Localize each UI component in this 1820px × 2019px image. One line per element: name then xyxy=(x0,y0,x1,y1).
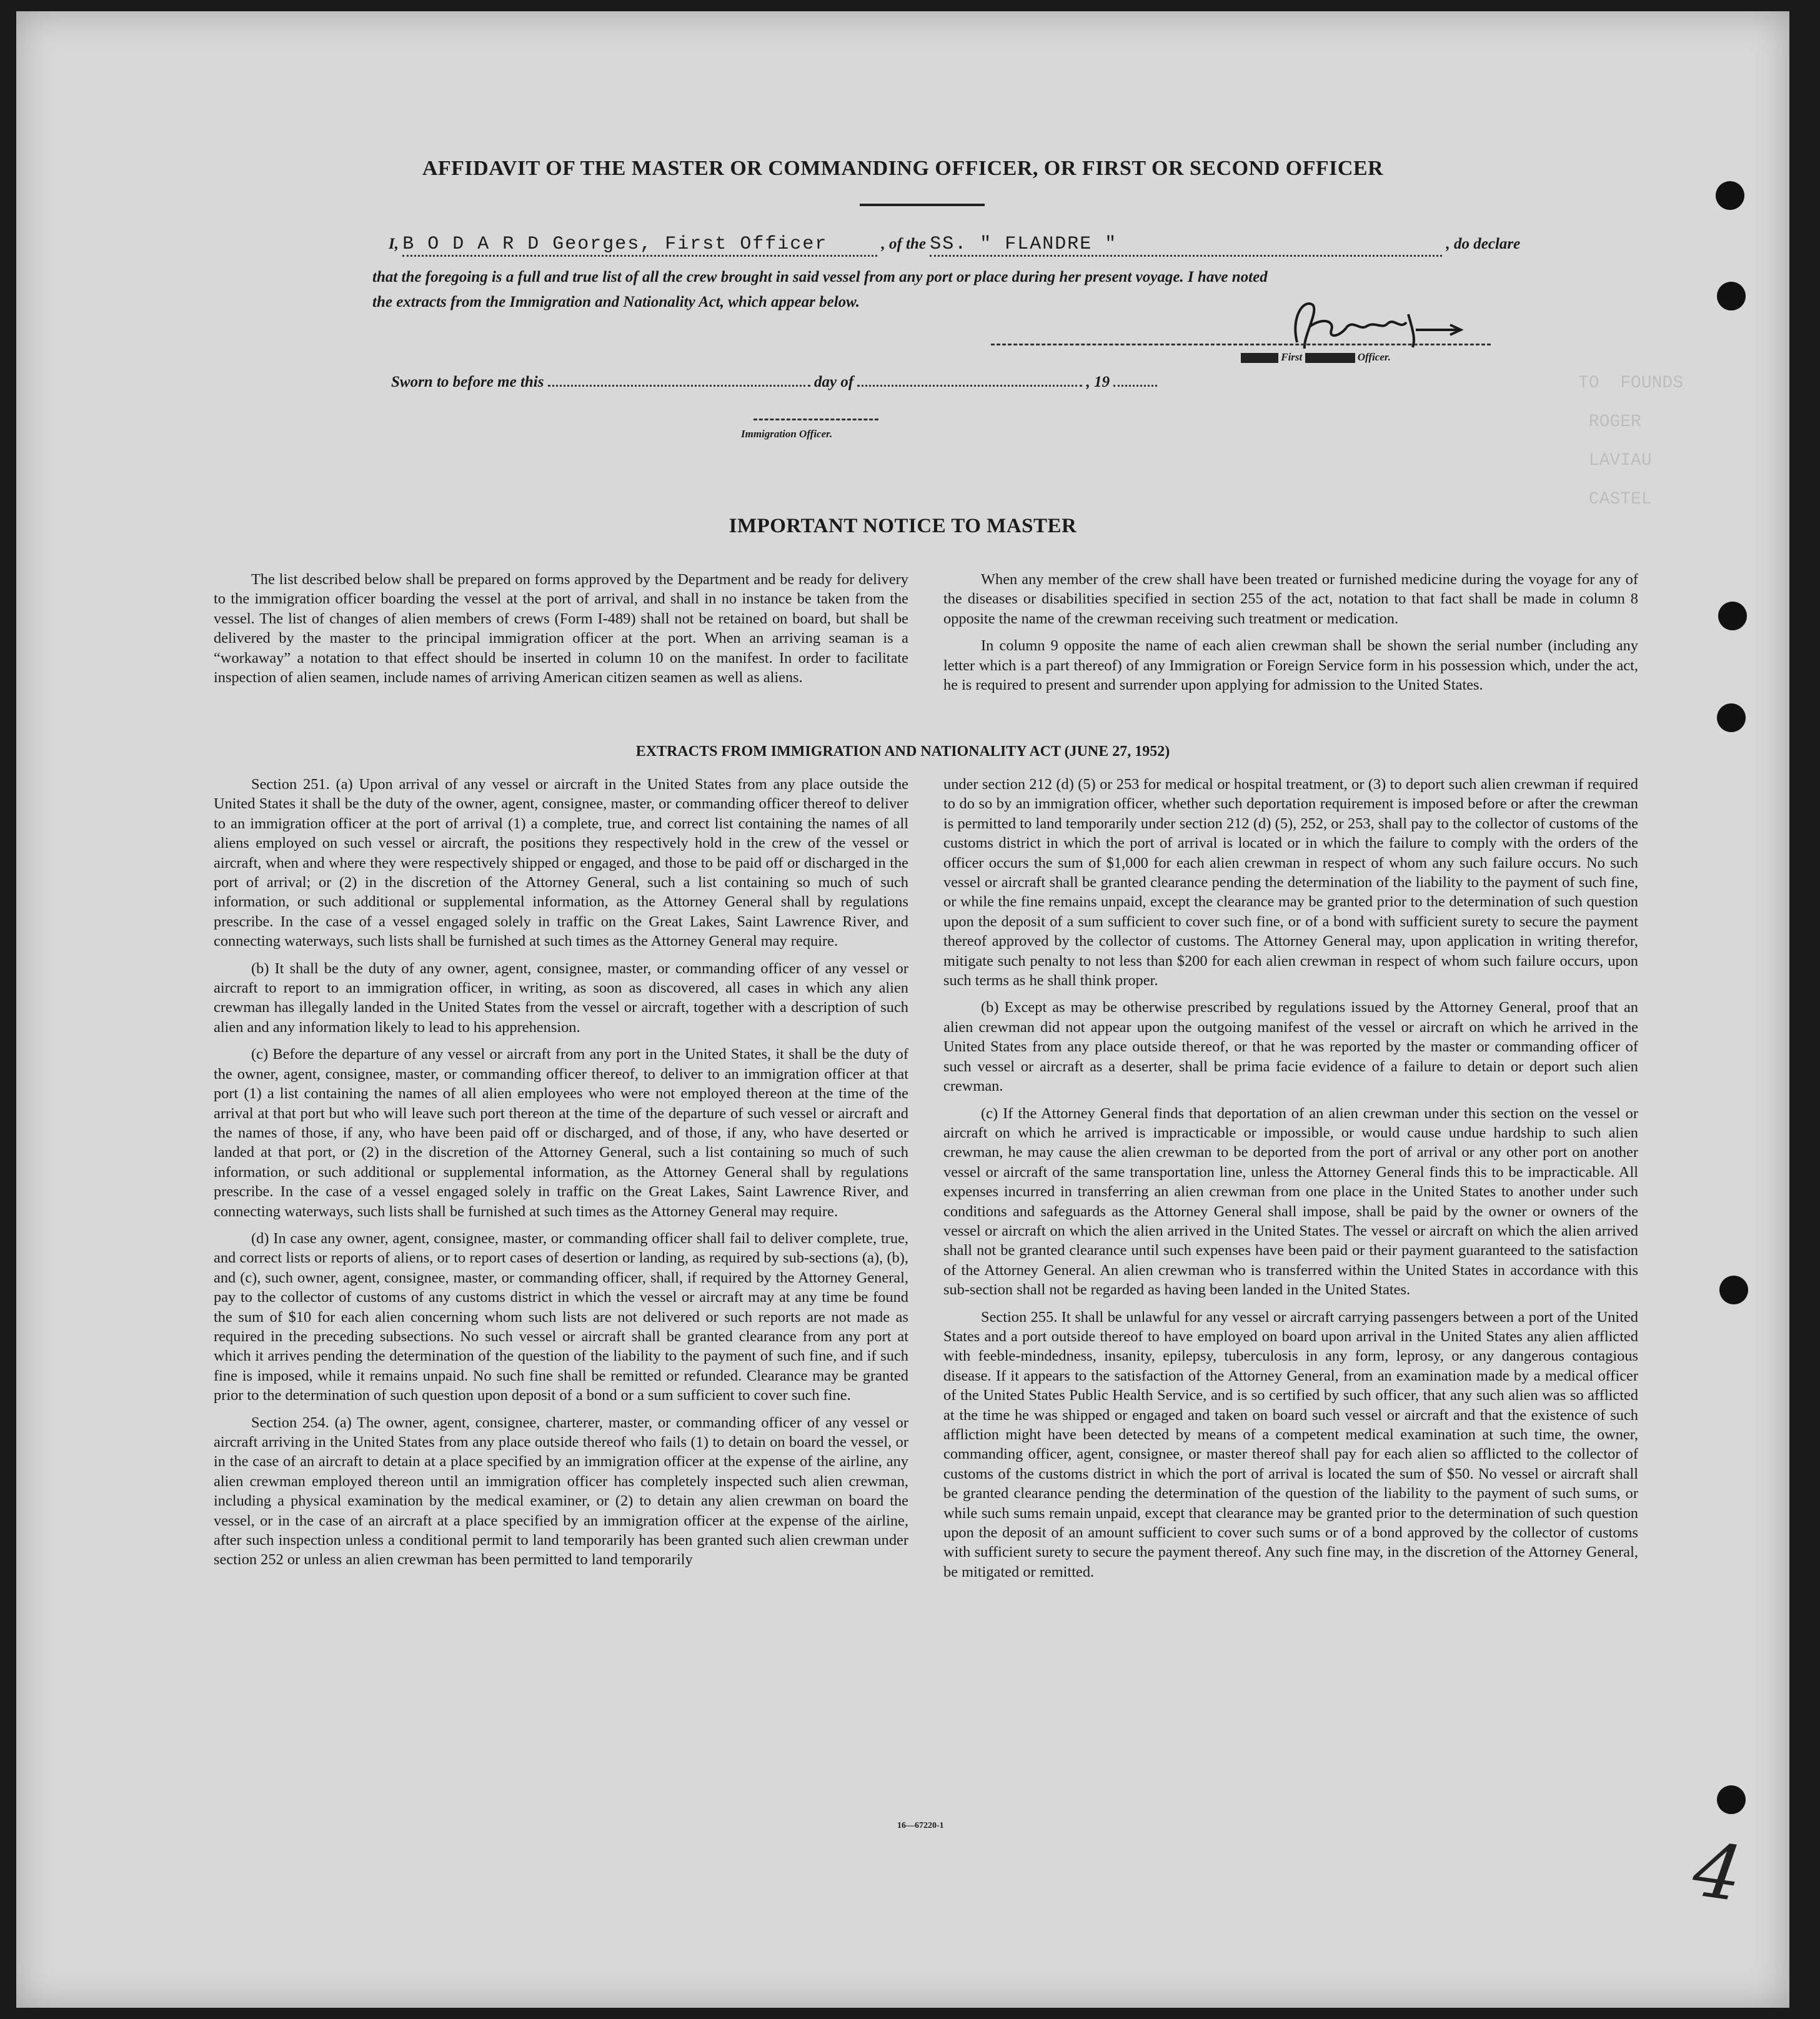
signature-caption-first: First xyxy=(1281,351,1303,363)
notice-left xyxy=(214,570,908,695)
extracts-right-column xyxy=(943,775,1638,1589)
declarant-name: B O D A R D Georges, First Officer xyxy=(402,234,828,255)
punch-hole xyxy=(1717,1785,1746,1814)
notice-left-paragraph: The list described below shall be prepared on forms approved by the Department and be ready for delivery to the immigration officer boarding the vessel at the port of arrival, and shall in no instance be taken from the vessel. The list of changes of alien members of crews (Form I-489) shall not be retained on board, but shall be delivered by the master to the principal immigration officer at the port. When an arriving seaman is a “workaway” a notation to that effect should be inserted in column 10 on the manifest. In order to facilitate inspection of alien seamen, include names of arriving American citizen seamen as well as aliens. xyxy=(214,571,908,687)
notice-right xyxy=(943,570,1638,702)
declarant-name-field xyxy=(402,234,877,257)
section-251-a: Section 251. (a) Upon arrival of any vessel or aircraft in the United States from any place outside the United States it shall be the duty of the owner, agent, consignee, master, or commanding officer thereof to deliver to an immigration officer at the port of arrival (1) a complete, true, and correct list containing the names of all aliens employed on such vessel or aircraft, the positions they respectively hold in the crew of the vessel or aircraft, when and where they were respectively shipped or engaged, and those to be paid off or discharged in the port of arrival; or (2) in the discretion of the Attorney General, such a list containing so much of such information, or such additional or supplemental information, as the Attorney General shall by regulations prescribe. In the case of a vessel engaged solely in traffic on the Great Lakes, Saint Lawrence River, and connecting waterways, such lists shall be furnished at such times as the Attorney General may require. xyxy=(214,776,908,950)
signature-caption xyxy=(1241,351,1391,364)
vessel-field xyxy=(930,234,1442,257)
vessel-name: SS. " FLANDRE " xyxy=(930,234,1118,255)
signature-caption-officer: Officer. xyxy=(1357,351,1391,363)
punch-hole xyxy=(1717,282,1746,310)
section-255: Section 255. It shall be unlawful for any vessel or aircraft carrying passengers between a port of the United States and a port outside thereof to have employed on board upon arrival in the United States any alien afflicted with feeble-mindedness, insanity, epilepsy, tuberculosis in any form, leprosy, or any dangerous contagious disease. If it appears to the satisfaction of the Attorney General, from an examination made by a medical officer of the United States Public Health Service, and is so certified by such officer, that any such alien was so afflicted at the time he was shipped or engaged and taken on board such vessel or aircraft and that the existence of such affliction might have been detected by means of a competent medical examination at such time, the owner, commanding officer, agent, consignee, or master thereof shall pay for each alien so afflicted to the collector of customs of the customs district in which the port of arrival is located the sum of $50. No vessel or aircraft shall be granted clearance pending the determination of the question of the liability to the payment of such sums, or while such sums remain unpaid, except that clearance may be granted prior to the determination of such question upon the deposit of an amount sufficient to cover such sums or of a bond approved by the collector of customs with sufficient surety to secure the payment thereof. Any such fine may, in the discretion of the Attorney General, be mitigated or remitted. xyxy=(943,1308,1638,1580)
declaration-of-the: , of the xyxy=(881,236,927,252)
immigration-officer-label: Immigration Officer. xyxy=(741,428,833,440)
extracts-heading: EXTRACTS FROM IMMIGRATION AND NATIONALITY ACT (JUNE 27, 1952) xyxy=(635,743,1170,760)
day-of-label: day of xyxy=(813,374,854,390)
immigration-officer-line xyxy=(753,419,878,420)
section-251-d: (d) In case any owner, agent, consignee, master, or commanding officer shall fail to deliver complete, true, and correct lists or reports of aliens, or to report cases of desertion or landing, as required by sub-sections (a), (b), and (c), such owner, agent, consignee, master, or commanding officer, shall, if required by the Attorney General, pay to the collector of customs of any customs district in which the vessel or aircraft may at any time be found the sum of $10 for each alien concerning whom such lists are not delivered or such reports are not made as required in the preceding subsections. No such vessel or aircraft shall be granted clearance from any port at which it arrives pending the determination of the question of the liability to the payment of such fine, and if such fine is imposed, while it remains unpaid. No such fine shall be remitted or refunded. Clearance may be granted prior to the determination of such question upon deposit of a bond or a sum sufficient to cover such fine. xyxy=(214,1229,908,1404)
sworn-line xyxy=(391,374,1203,391)
handwritten-page-number: 4 xyxy=(1688,1826,1748,1919)
extracts-left-column xyxy=(214,775,908,1577)
section-251-b: (b) It shall be the duty of any owner, agent, consignee, master, or commanding officer of any vessel or aircraft to report to an immigration officer, in writing, as soon as discovered, all cases in which any alien crewman has illegally landed in the United States from the vessel or aircraft, together with a description of such alien and any information likely to lead to his apprehension. xyxy=(214,960,908,1036)
section-254-b: (b) Except as may be otherwise prescribed by regulations issued by the Attorney General, proof that an alien crewman did not appear upon the outgoing manifest of the vessel or aircraft on which he arrived in the United States from any place outside thereof, or that he was reported by the master or commanding officer of such vessel or aircraft as a deserter, shall be prima facie evidence of a failure to detain or deport such alien crewman. xyxy=(943,999,1638,1095)
signature-line xyxy=(991,344,1491,345)
section-254-a: Section 254. (a) The owner, agent, consignee, charterer, master, or commanding officer of any vessel or aircraft arriving in the United States from any place outside thereof who fails (1) to detain on board the vessel, or in the case of an aircraft to detain at a place specified by an immigration officer at the expense of the airline, any alien crewman employed thereon until an immigration officer has completely inspected such alien crewman, including a physical examination by the medical examiner, or (2) to detain any alien crewman on board the vessel, or in the case of an aircraft at a place specified by an immigration officer at the expense of the airline, after such inspection unless a conditional permit to land temporarily has been granted such alien crewman under section 252 or unless an alien crewman has been permitted to land temporarily xyxy=(214,1414,908,1569)
punch-hole xyxy=(1716,181,1744,210)
section-254-a-continued: under section 212 (d) (5) or 253 for medical or hospital treatment, or (3) to deport such alien crewman if required to do so by an immigration officer, whether such deportation requirement is imposed before or after the crewman is permitted to land temporarily under section 212 (d) (5), 252, or 253, shall pay to the collector of customs of the customs district in which the port of arrival is located or in which the failure to comply with the orders of the officer occurs the sum of $1,000 for each alien crewman in respect of whom any such failure occurs. No such vessel or aircraft shall be granted clearance pending the determination of the liability to the payment of such fine, or while the fine remains unpaid, except the clearance may be granted prior to the determination of such question upon the deposit of a sum sufficient to cover such fine, or of a bond with sufficient surety to secure the payment thereof approved by the collector of customs. The Attorney General may, upon application in writing therefor, mitigate such penalty to not less than $200 for each alien crewman in respect of whom such failure occurs, upon such terms as he shall think proper. xyxy=(943,776,1638,990)
year-label: , 19 xyxy=(1086,374,1110,390)
document-page xyxy=(16,11,1789,2008)
declaration-line-3: the extracts from the Immigration and Nationality Act, which appear below. xyxy=(372,294,860,310)
punch-hole xyxy=(1719,1276,1748,1304)
punch-hole xyxy=(1717,703,1746,732)
declaration-line-1 xyxy=(389,234,1551,257)
declaration-i: I, xyxy=(389,236,399,252)
form-code: 16—67220-1 xyxy=(897,1821,944,1830)
punch-hole xyxy=(1718,602,1747,630)
page-title: AFFIDAVIT OF THE MASTER OR COMMANDING OFFICER, OR FIRST OR SECOND OFFICER xyxy=(422,157,1384,180)
notice-right-paragraph-2: In column 9 opposite the name of each alien crewman shall be shown the serial number (including any letter which is a part thereof) of any Immigration or Foreign Service form in his possession which, under the act, he is required to present and surrender upon applying for admission to the United States. xyxy=(943,637,1638,694)
declaration-line-2: that the foregoing is a full and true list of all the crew brought in said vessel from any port or place during her present voyage. I have noted xyxy=(372,269,1268,285)
section-251-c: (c) Before the departure of any vessel or aircraft from any port in the United States, it shall be the duty of the owner, agent, consignee, master, or commanding officer thereof, to deliver to an immigration officer at that port (1) a list containing the names of all alien employees who were not employed thereon at the time of the arrival at that port but who will leave such port thereon at the time of the departure of such vessel or aircraft and the names of those, if any, who have been paid off or discharged, and of those, if any, who have deserted or landed at that port, or (2) in the discretion of the Attorney General, such a list containing so much of such information, or such additional or supplemental information, as the Attorney General shall by regulations prescribe. In the case of a vessel engaged solely in traffic on the Great Lakes, Saint Lawrence River, and connecting waterways, such lists shall be furnished at such times as the Attorney General may require. xyxy=(214,1046,908,1220)
notice-right-paragraph-1: When any member of the crew shall have been treated or furnished medicine during the voyage for any of the diseases or disabilities specified in section 255 of the act, notation to that fact shall be made in column 8 opposite the name of the crewman receiving such treatment or medication. xyxy=(943,571,1638,627)
title-underline xyxy=(860,204,985,206)
sworn-label: Sworn to before me this xyxy=(391,374,544,390)
bleed-through-text: TO FOUNDS ROGER LAVIAU CASTEL xyxy=(1578,374,1684,509)
section-254-c: (c) If the Attorney General finds that deportation of an alien crewman under this section on the vessel or aircraft on which he arrived is impracticable or impossible, or would cause undue hardship to such alien crewman, he may cause the alien crewman to be deported from the port of arrival or any other port on another vessel or aircraft of the same transportation line, unless the Attorney General finds this to be impracticable. All expenses incurred in transferring an alien crewman from one place in the United States to another under such conditions and safeguards as the Attorney General shall impose, shall be paid by the owner or owners of the vessel or aircraft on which the alien arrived in the United States. The vessel or aircraft on which the alien arrived shall not be granted clearance until such expenses have been paid or their payment guaranteed to the satisfaction of the Attorney General. An alien crewman who is transferred within the United States in accordance with this sub-section shall not be regarded as having been landed in the United States. xyxy=(943,1104,1638,1299)
notice-heading: IMPORTANT NOTICE TO MASTER xyxy=(728,515,1077,537)
declaration-do-declare: , do declare xyxy=(1446,236,1521,252)
